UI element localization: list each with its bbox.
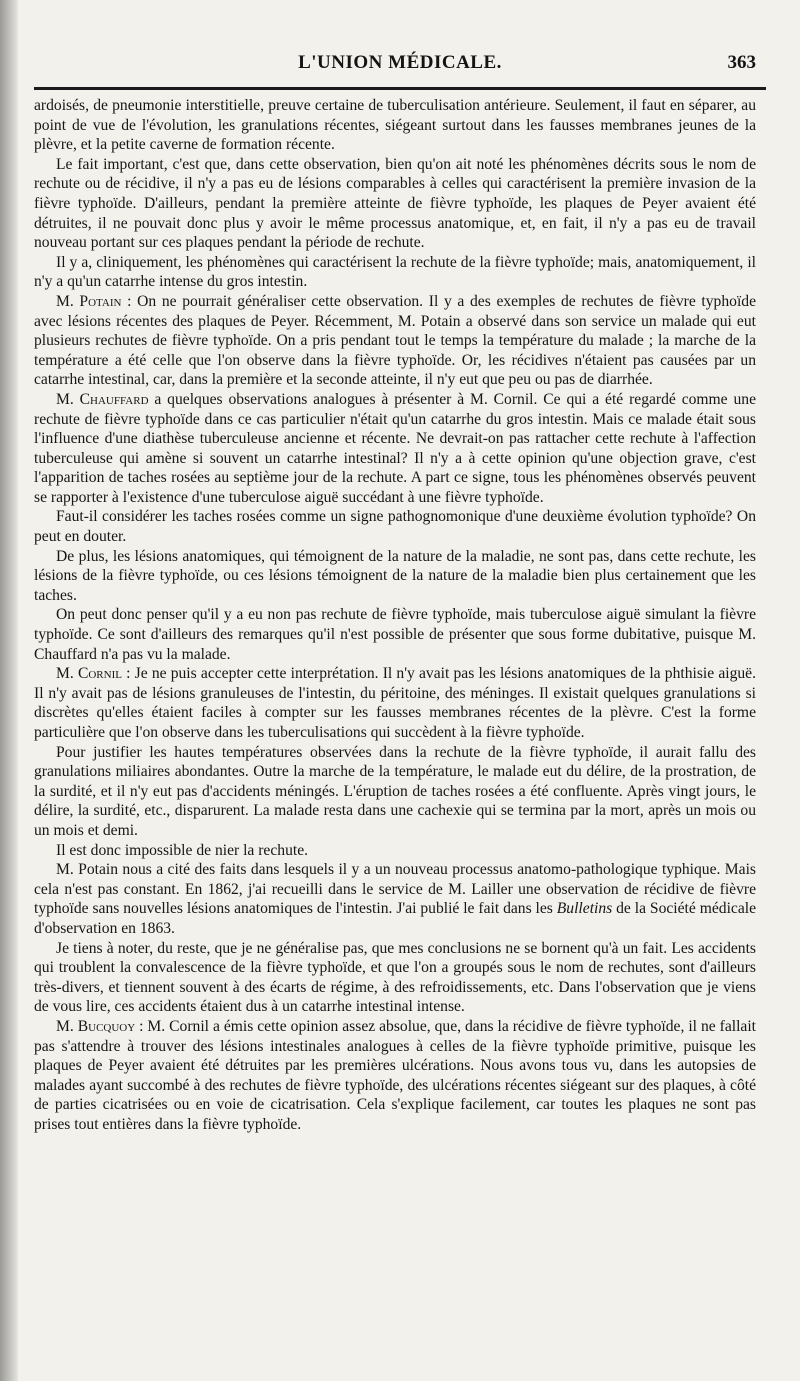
paragraph: M. Potain : On ne pourrait généraliser cette observation. Il y a des exemples de rechutes de fièvre typhoïde avec lésions récentes des plaques de Peyer. Récemment, M. Potain a observé dans son service un malade qui eut plusieurs rechutes de fièvre typhoïde. On a pris pendant tout le temps la température du malade ; la marche de la température a été celle que l'on observe dans la fièvre typhoïde. Or, les récidives n'étaient pas causées par un catarrhe intestinal, car, dans la première et la seconde atteinte, il n'y eut que peu ou pas de diarrhée. xyxy=(34,292,756,389)
page-number: 363 xyxy=(727,52,756,73)
paragraph: M. Chauffard a quelques observations analogues à présenter à M. Cornil. Ce qui a été regardé comme une rechute de fièvre typhoïde dans ce cas particulier n'était qu'un catarrhe du gros intestin. Mais ce malade était sous l'influence d'une diathèse tuberculeuse ancienne et récente. Ne devrait-on pas rattacher cette rechute à l'affection tuberculeuse qui amène si souvent un catarrhe intestinal? Il n'y a à cette opinion qu'une objection grave, c'est l'apparition de taches rosées au septième jour de la rechute. A part ce signe, tous les phénomènes observés peuvent se rapporter à l'existence d'une tuberculose aiguë succédant à une fièvre typhoïde. xyxy=(34,390,756,506)
speaker-name: M. Bucquoy xyxy=(56,1017,136,1035)
speaker-name: M. Chauffard xyxy=(56,390,149,408)
paragraph: Je tiens à noter, du reste, que je ne généralise pas, que mes conclusions ne se bornent qu'à un fait. Les accidents qui troublent la convalescence de la fièvre typhoïde, et que l'on a groupés sous le nom de rechutes, sont d'ailleurs très-divers, et tiennent souvent à des écarts de régime, à des refroidissements, etc. Dans l'observation que je viens de vous lire, ces accidents étaient dus à un catarrhe intestinal intense. xyxy=(34,939,756,1016)
binding-gutter xyxy=(0,0,18,1381)
paragraph: Faut-il considérer les taches rosées comme un signe pathognomonique d'une deuxième évolution typhoïde? On peut en douter. xyxy=(34,508,756,546)
article-body xyxy=(34,96,756,1134)
paragraph: Il est donc impossible de nier la rechute. xyxy=(56,841,309,859)
page-header xyxy=(40,52,760,80)
paragraph: Il y a, cliniquement, les phénomènes qui caractérisent la rechute de la fièvre typhoïde; mais, anatomiquement, il n'y a qu'un catarrhe intense du gros intestin. xyxy=(34,253,756,291)
paragraph: On peut donc penser qu'il y a eu non pas rechute de fièvre typhoïde, mais tuberculose aiguë simulant la fièvre typhoïde. Ce sont d'ailleurs des remarques qu'il n'est possible de présenter que sous forme dubitative, puisque M. Chauffard n'a pas vu la malade. xyxy=(34,606,756,663)
paragraph: ardoisés, de pneumonie interstitielle, preuve certaine de tuberculisation antérieure. Seulement, il faut en séparer, au point de vue de l'évolution, les granulations récentes, siégeant surtout dans les fausses membranes jeunes de la plèvre, et la petite caverne de formation récente. xyxy=(34,97,756,154)
header-rule xyxy=(34,87,766,90)
paragraph: De plus, les lésions anatomiques, qui témoignent de la nature de la maladie, ne sont pas, dans cette rechute, les lésions de la fièvre typhoïde, ou ces lésions témoignent de la nature de la maladie bien plus certainement que les taches. xyxy=(34,547,756,604)
italic-title: Bulletins xyxy=(556,900,613,918)
speaker-name: M. Potain xyxy=(56,292,122,310)
paragraph: M. Cornil : Je ne puis accepter cette interprétation. Il n'y avait pas les lésions anatomiques de la phthisie aiguë. Il n'y avait pas de lésions granuleuses de l'intestin, du péritoine, des méninges. Il existait quelques granulations si discrètes qu'elles étaient faciles à compter sur les fausses membranes récentes de la plèvre. C'est la forme particulière que l'on observe dans les tuberculisations qui succèdent à la fièvre typhoïde. xyxy=(34,665,756,741)
paragraph: M. Bucquoy : M. Cornil a émis cette opinion assez absolue, que, dans la récidive de fièvre typhoïde, il ne fallait pas s'attendre à trouver des lésions intestinales analogues à celles de la fièvre typhoïde primitive, puisque les plaques de Peyer avaient été détruites par les premières ulcérations. Nous avons tous vu, dans les autopsies de malades ayant succombé à des rechutes de fièvre typhoïde, des ulcérations récentes siégeant sur des plaques, à côté de parties cicatrisées ou en voie de cicatrisation. Cela s'explique facilement, car toutes les plaques ne sont pas prises tout entières dans la fièvre typhoïde. xyxy=(34,1017,756,1133)
paragraph: Pour justifier les hautes températures observées dans la rechute de la fièvre typhoïde, il aurait fallu des granulations miliaires abondantes. Outre la marche de la température, le malade eut du délire, de la prostration, de la surdité, et il n'y eut pas d'accidents méningés. L'éruption de taches rosées a été confluente. Après vingt jours, le délire, la surdité, etc., disparurent. La malade resta dans une cachexie qui se termina par la mort, après un mois ou un mois et demi. xyxy=(34,743,756,839)
paragraph: Le fait important, c'est que, dans cette observation, bien qu'on ait noté les phénomènes décrits sous le nom de rechute ou de récidive, il n'y a pas eu de lésions comparables à celles qui caractérisent la première invasion de la fièvre typhoïde. D'ailleurs, pendant la première atteinte de fièvre typhoïde, les plaques de Peyer avaient été détruites, il ne pouvait donc plus y avoir le même processus anatomique, et, en fait, il n'y a pas eu de travail nouveau portant sur ces plaques pendant la période de rechute. xyxy=(34,155,756,252)
running-title: L'UNION MÉDICALE. xyxy=(298,52,502,73)
paragraph: M. Potain nous a cité des faits dans lesquels il y a un nouveau processus anatomo-pathologique typhique. Mais cela n'est pas constant. En 1862, j'ai recueilli dans le service de M. Lailler une observation de récidive de fièvre typhoïde sans nouvelles lésions anatomiques de l'intestin. J'ai publié le fait dans les Bulletins de la Société médicale d'observation en 1863. xyxy=(34,861,756,937)
speaker-name: M. Cornil xyxy=(56,665,122,683)
